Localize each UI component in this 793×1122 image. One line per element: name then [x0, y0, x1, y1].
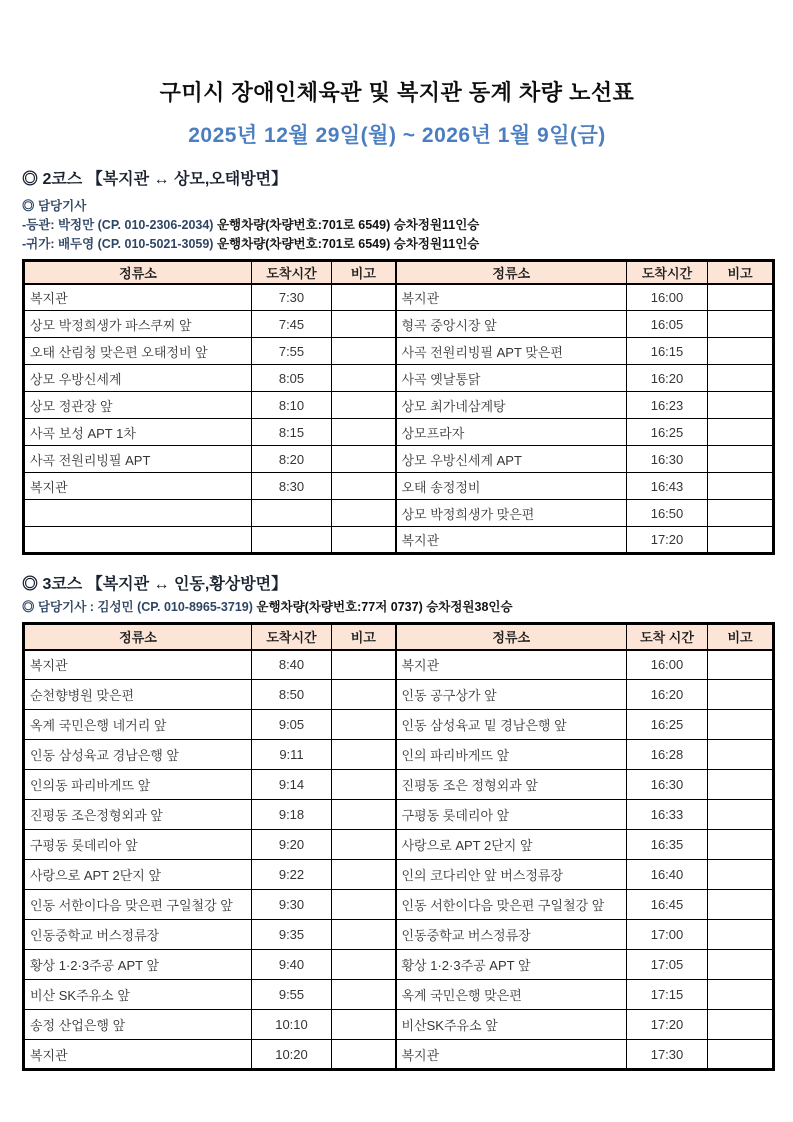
time-cell: 9:35 [252, 920, 332, 950]
time-cell: 8:50 [252, 680, 332, 710]
stop-cell: 형곡 중앙시장 앞 [396, 311, 627, 338]
table-row [24, 830, 774, 860]
driver-name-phone: -귀가: 배두영 (CP. 010-5021-3059) [22, 237, 214, 251]
stop-cell: 상모 우방신세계 [24, 365, 252, 392]
time-cell: 16:30 [627, 770, 708, 800]
stop-cell: 사곡 전원리빙필 APT 맞은편 [396, 338, 627, 365]
stop-cell: 옥계 국민은행 네거리 앞 [24, 710, 252, 740]
stop-cell: 상모 우방신세계 APT [396, 446, 627, 473]
note-cell [708, 365, 774, 392]
table-row [24, 980, 774, 1010]
table-row [24, 950, 774, 980]
course2-driver-morning [22, 218, 772, 233]
stop-cell: 송정 산업은행 앞 [24, 1010, 252, 1040]
stop-cell: 사곡 옛날통닭 [396, 365, 627, 392]
stop-cell [24, 527, 252, 554]
stop-cell: 상모 정관장 앞 [24, 392, 252, 419]
note-cell [708, 980, 774, 1010]
table-row [24, 890, 774, 920]
stop-cell: 복지관 [396, 1040, 627, 1070]
note-cell [332, 650, 396, 680]
note-cell [708, 680, 774, 710]
note-cell [708, 950, 774, 980]
note-cell [332, 860, 396, 890]
time-cell: 10:20 [252, 1040, 332, 1070]
note-cell [708, 800, 774, 830]
stop-cell: 순천향병원 맞은편 [24, 680, 252, 710]
course2-route-table [22, 259, 775, 555]
time-cell: 9:30 [252, 890, 332, 920]
course2-driver-return [22, 237, 772, 252]
arrival-time-header: 도착시간 [627, 261, 708, 284]
driver-name-phone: -등관: 박정만 (CP. 010-2306-2034) [22, 218, 214, 232]
time-cell: 7:55 [252, 338, 332, 365]
note-cell [708, 710, 774, 740]
time-cell: 8:20 [252, 446, 332, 473]
time-cell: 16:50 [627, 500, 708, 527]
course2-section [22, 166, 772, 555]
note-cell [332, 392, 396, 419]
table-row [24, 392, 774, 419]
course3-route-table [22, 622, 775, 1071]
note-cell [708, 890, 774, 920]
note-cell [332, 800, 396, 830]
stop-cell: 상모 박정희생가 맞은편 [396, 500, 627, 527]
table-row [24, 710, 774, 740]
arrival-time-header: 도착시간 [252, 624, 332, 650]
note-cell [332, 1040, 396, 1070]
time-cell: 16:05 [627, 311, 708, 338]
time-cell: 16:15 [627, 338, 708, 365]
note-header: 비고 [708, 624, 774, 650]
table-row [24, 770, 774, 800]
note-cell [332, 950, 396, 980]
table-row [24, 920, 774, 950]
time-cell: 17:20 [627, 1010, 708, 1040]
table-header-row [24, 624, 774, 650]
time-cell: 16:00 [627, 284, 708, 311]
note-cell [332, 980, 396, 1010]
stop-cell: 상모프라자 [396, 419, 627, 446]
note-cell [332, 473, 396, 500]
stop-cell: 인동 공구상가 앞 [396, 680, 627, 710]
time-cell: 16:43 [627, 473, 708, 500]
stop-cell: 인동 서한이다음 맞은편 구일철강 앞 [24, 890, 252, 920]
time-cell: 16:20 [627, 680, 708, 710]
note-cell [708, 392, 774, 419]
date-range: 2025년 12월 29일(월) ~ 2026년 1월 9일(금) [188, 124, 606, 147]
table-row [24, 284, 774, 311]
stop-cell: 사랑으로 APT 2단지 앞 [396, 830, 627, 860]
note-cell [708, 311, 774, 338]
vehicle-info: 운행차량(차량번호:701로 6549) 승차정원11인승 [213, 237, 480, 251]
note-header: 비고 [332, 624, 396, 650]
table-row [24, 500, 774, 527]
stop-header: 정류소 [396, 261, 627, 284]
time-cell: 16:28 [627, 740, 708, 770]
stop-cell: 비산 SK주유소 앞 [24, 980, 252, 1010]
stop-cell: 비산SK주유소 앞 [396, 1010, 627, 1040]
stop-cell: 진평동 조은정형외과 앞 [24, 800, 252, 830]
stop-cell: 인의 코다리안 앞 버스정류장 [396, 860, 627, 890]
page-title: 구미시 장애인체육관 및 복지관 동계 차량 노선표 [159, 80, 635, 105]
time-cell: 8:40 [252, 650, 332, 680]
note-cell [708, 338, 774, 365]
time-cell: 10:10 [252, 1010, 332, 1040]
time-cell: 9:20 [252, 830, 332, 860]
note-cell [708, 473, 774, 500]
stop-cell [24, 500, 252, 527]
time-cell: 16:23 [627, 392, 708, 419]
course2-driver-label: ◎ 담당기사 [22, 199, 87, 213]
table-row [24, 473, 774, 500]
note-cell [708, 500, 774, 527]
note-cell [332, 419, 396, 446]
time-cell: 9:18 [252, 800, 332, 830]
stop-cell: 구평동 롯데리아 앞 [24, 830, 252, 860]
time-cell [252, 500, 332, 527]
note-cell [332, 920, 396, 950]
note-cell [708, 740, 774, 770]
stop-cell: 오태 산림청 맞은편 오태정비 앞 [24, 338, 252, 365]
note-cell [708, 770, 774, 800]
stop-cell: 인동중학교 버스정류장 [396, 920, 627, 950]
note-cell [332, 500, 396, 527]
note-cell [708, 860, 774, 890]
time-cell: 16:25 [627, 710, 708, 740]
time-cell: 17:00 [627, 920, 708, 950]
stop-cell: 복지관 [24, 650, 252, 680]
stop-header: 정류소 [24, 624, 252, 650]
note-cell [708, 419, 774, 446]
course3-driver [22, 600, 772, 615]
note-cell [332, 890, 396, 920]
stop-cell: 옥계 국민은행 맞은편 [396, 980, 627, 1010]
note-cell [708, 446, 774, 473]
stop-cell: 인의 파리바게뜨 앞 [396, 740, 627, 770]
time-cell: 9:11 [252, 740, 332, 770]
stop-cell: 인동 삼성육교 경남은행 앞 [24, 740, 252, 770]
table-row [24, 1040, 774, 1070]
note-cell [332, 365, 396, 392]
time-cell: 16:40 [627, 860, 708, 890]
stop-header: 정류소 [24, 261, 252, 284]
table-row [24, 650, 774, 680]
note-cell [332, 740, 396, 770]
time-cell: 17:30 [627, 1040, 708, 1070]
note-header: 비고 [708, 261, 774, 284]
vehicle-info: 운행차량(차량번호:701로 6549) 승차정원11인승 [213, 218, 480, 232]
table-row [24, 365, 774, 392]
stop-cell: 진평동 조은 정형외과 앞 [396, 770, 627, 800]
time-cell: 9:40 [252, 950, 332, 980]
stop-cell: 상모 최가네삼계탕 [396, 392, 627, 419]
time-cell: 16:30 [627, 446, 708, 473]
stop-cell: 상모 박정희생가 파스쿠찌 앞 [24, 311, 252, 338]
stop-cell: 인의동 파리바게뜨 앞 [24, 770, 252, 800]
note-cell [708, 1040, 774, 1070]
stop-cell: 황상 1·2·3주공 APT 앞 [24, 950, 252, 980]
note-cell [332, 446, 396, 473]
time-cell: 7:30 [252, 284, 332, 311]
stop-cell: 사곡 보성 APT 1차 [24, 419, 252, 446]
time-cell: 17:05 [627, 950, 708, 980]
time-cell [252, 527, 332, 554]
stop-cell: 복지관 [396, 284, 627, 311]
note-cell [708, 830, 774, 860]
stop-cell: 인동중학교 버스정류장 [24, 920, 252, 950]
note-cell [332, 311, 396, 338]
note-header: 비고 [332, 261, 396, 284]
time-cell: 9:55 [252, 980, 332, 1010]
note-cell [708, 284, 774, 311]
note-cell [708, 527, 774, 554]
table-row [24, 800, 774, 830]
time-cell: 16:45 [627, 890, 708, 920]
time-cell: 16:35 [627, 830, 708, 860]
time-cell: 8:10 [252, 392, 332, 419]
time-cell: 8:30 [252, 473, 332, 500]
table-row [24, 527, 774, 554]
time-cell: 16:33 [627, 800, 708, 830]
time-cell: 17:15 [627, 980, 708, 1010]
table-row [24, 1010, 774, 1040]
stop-cell: 사랑으로 APT 2단지 앞 [24, 860, 252, 890]
table-row [24, 446, 774, 473]
stop-cell: 복지관 [396, 650, 627, 680]
table-row [24, 311, 774, 338]
time-cell: 9:22 [252, 860, 332, 890]
note-cell [332, 284, 396, 311]
note-cell [332, 527, 396, 554]
time-cell: 16:25 [627, 419, 708, 446]
table-row [24, 860, 774, 890]
arrival-time-header: 도착시간 [252, 261, 332, 284]
time-cell: 16:00 [627, 650, 708, 680]
note-cell [332, 710, 396, 740]
course2-heading: ◎ 2코스 【복지관 ↔ 상모,오태방면】 [22, 171, 288, 188]
time-cell: 8:05 [252, 365, 332, 392]
note-cell [332, 770, 396, 800]
stop-cell: 인동 서한이다음 맞은편 구일철강 앞 [396, 890, 627, 920]
stop-cell: 오태 송정정비 [396, 473, 627, 500]
time-cell: 16:20 [627, 365, 708, 392]
table-header-row [24, 261, 774, 284]
table-row [24, 680, 774, 710]
time-cell: 17:20 [627, 527, 708, 554]
arrival-time-header: 도착 시간 [627, 624, 708, 650]
table-row [24, 740, 774, 770]
note-cell [708, 1010, 774, 1040]
time-cell: 8:15 [252, 419, 332, 446]
course3-section [22, 571, 772, 1071]
time-cell: 9:14 [252, 770, 332, 800]
vehicle-info: 운행차량(차량번호:77저 0737) 승차정원38인승 [252, 600, 513, 614]
note-cell [332, 338, 396, 365]
note-cell [332, 830, 396, 860]
stop-cell: 사곡 전원리빙필 APT [24, 446, 252, 473]
time-cell: 7:45 [252, 311, 332, 338]
course3-heading: ◎ 3코스 【복지관 ↔ 인동,황상방면】 [22, 576, 288, 593]
driver-name-phone: ◎ 담당기사 : 김성민 (CP. 010-8965-3719) [22, 600, 253, 614]
time-cell: 9:05 [252, 710, 332, 740]
stop-cell: 복지관 [24, 284, 252, 311]
note-cell [708, 920, 774, 950]
note-cell [332, 680, 396, 710]
stop-cell: 복지관 [24, 473, 252, 500]
stop-cell: 황상 1·2·3주공 APT 앞 [396, 950, 627, 980]
stop-cell: 구평동 롯데리아 앞 [396, 800, 627, 830]
table-row [24, 338, 774, 365]
note-cell [332, 1010, 396, 1040]
stop-cell: 인동 삼성육교 밑 경남은행 앞 [396, 710, 627, 740]
stop-cell: 복지관 [24, 1040, 252, 1070]
note-cell [708, 650, 774, 680]
stop-cell: 복지관 [396, 527, 627, 554]
table-row [24, 419, 774, 446]
stop-header: 정류소 [396, 624, 627, 650]
